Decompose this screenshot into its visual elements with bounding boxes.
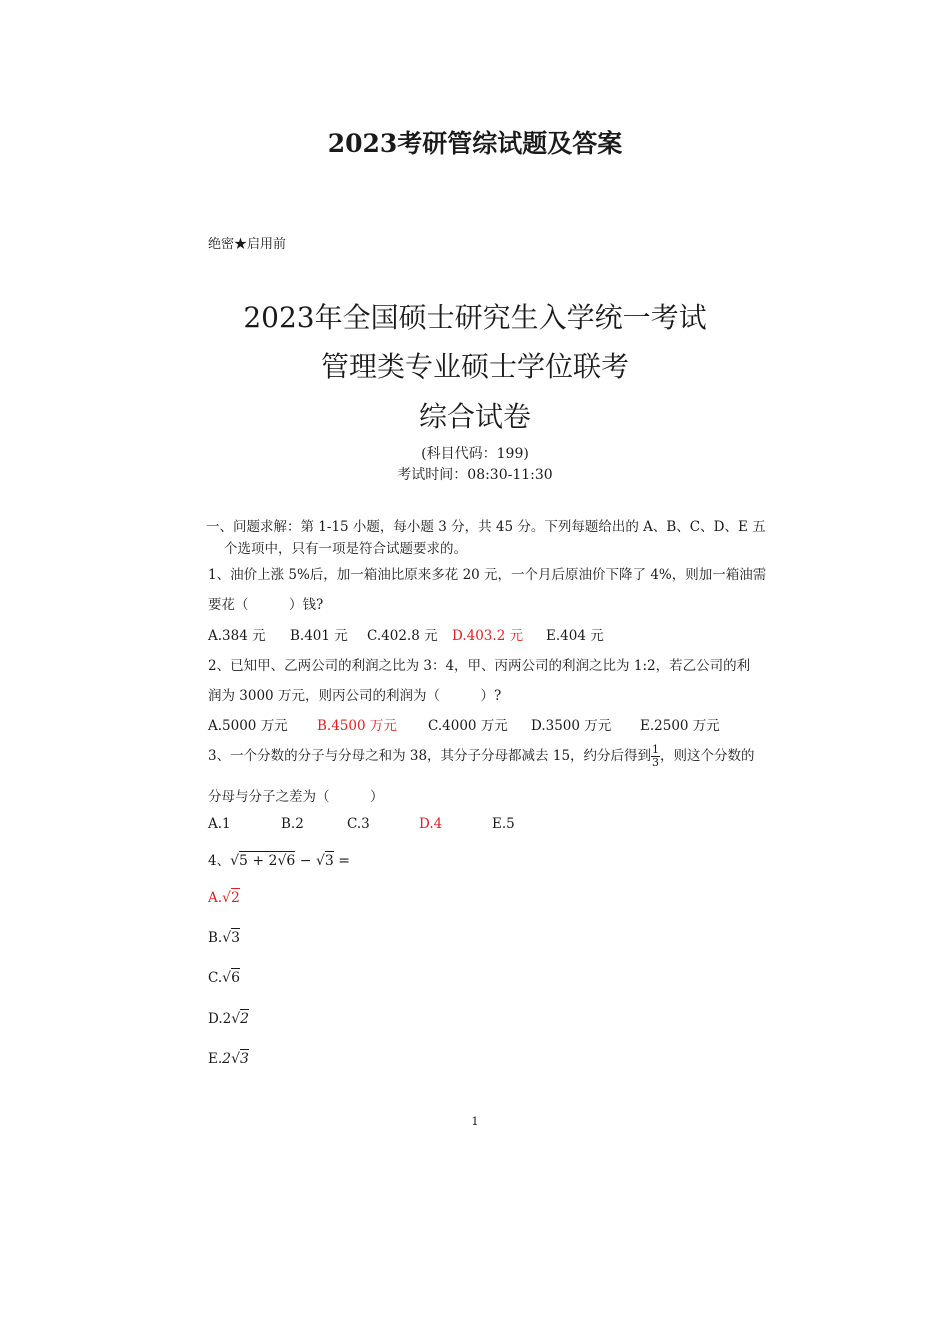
sqrt-outer: √5 + 2√6	[230, 853, 296, 869]
one-third-fraction	[651, 744, 660, 769]
question-2-option-d: D.3500 万元	[531, 718, 612, 734]
option-c-radicand: 6	[231, 970, 240, 986]
question-4-expression	[208, 849, 350, 869]
question-1-option-e: E.404 元	[546, 628, 604, 644]
sqrt-inner-content: 6	[286, 853, 296, 869]
exam-title-line1: 2023年全国硕士研究生入学统一考试	[243, 301, 707, 334]
question-3-option-c: C.3	[347, 816, 370, 832]
question-2-line1: 2、已知甲、乙两公司的利润之比为 3：4，甲、丙两公司的利润之比为 1:2，若乙公司的利	[208, 658, 751, 674]
option-a-radicand: 2	[230, 890, 240, 906]
question-4-option-c	[208, 970, 240, 986]
page-number: 1	[471, 1115, 479, 1128]
exam-time: 考试时间：08:30-11:30	[397, 467, 553, 483]
question-1-line2: 要花（ ）钱?	[208, 597, 324, 613]
option-e-coef: 2	[222, 1051, 232, 1067]
question-3-text-before: 3、一个分数的分子与分母之和为 38，其分子分母都减去 15，约分后得到	[208, 748, 652, 764]
question-1-option-c: C.402.8 元	[367, 628, 438, 644]
question-2-option-a: A.5000 万元	[208, 718, 288, 734]
section-heading-line2: 个选项中，只有一项是符合试题要求的。	[224, 541, 467, 557]
exam-title-line2: 管理类专业硕士学位联考	[320, 350, 629, 383]
option-b-prefix: B.	[208, 930, 223, 946]
question-3-line1	[208, 744, 755, 769]
question-4-prefix: 4、	[208, 853, 231, 869]
question-3-option-e: E.5	[492, 816, 515, 832]
sqrt-b-content: 3	[324, 853, 334, 869]
fraction-numerator: 1	[652, 743, 660, 756]
question-1-option-d-answer: D.403.2 元	[452, 628, 524, 644]
option-e-sqrt: √3	[231, 1051, 249, 1067]
sqrt-b: √3	[315, 853, 334, 869]
option-e-radicand: 3	[240, 1051, 249, 1067]
sqrt-inner: √6	[277, 853, 296, 869]
question-2-option-b-answer: B.4500 万元	[317, 718, 397, 734]
option-c-prefix: C.	[208, 970, 223, 986]
question-2-option-e: E.2500 万元	[640, 718, 720, 734]
question-3-option-b: B.2	[281, 816, 304, 832]
equals-sign: =	[333, 853, 350, 869]
question-2-option-c: C.4000 万元	[428, 718, 508, 734]
question-4-option-a-answer	[208, 890, 240, 906]
section-heading-line1: 一、问题求解：第 1-15 小题，每小题 3 分，共 45 分。下列每题给出的 A、B、C、D、E 五	[206, 519, 766, 535]
question-4-option-d	[208, 1011, 249, 1027]
question-2-line2: 润为 3000 万元，则丙公司的利润为（ ）?	[208, 688, 502, 704]
question-1-option-a: A.384 元	[208, 628, 266, 644]
question-1-line1: 1、油价上涨 5%后，加一箱油比原来多花 20 元，一个月后原油价下降了 4%，则加一箱油需	[208, 567, 767, 583]
question-3-option-a: A.1	[208, 816, 231, 832]
secret-mark: 绝密★启用前	[208, 237, 287, 252]
exam-title-line3: 综合试卷	[418, 400, 531, 433]
question-4-option-e	[208, 1051, 249, 1067]
option-a-sqrt: √2	[222, 890, 240, 906]
option-d-prefix: D.2	[208, 1011, 232, 1027]
option-b-radicand: 3	[231, 930, 241, 946]
option-a-prefix: A.	[208, 890, 223, 906]
option-d-sqrt: √2	[231, 1011, 250, 1027]
question-1-option-b: B.401 元	[290, 628, 348, 644]
question-4-option-b	[208, 930, 240, 946]
question-3-text-after: ，则这个分数的	[660, 748, 755, 764]
question-3-option-d-answer: D.4	[419, 816, 443, 832]
question-3-line2: 分母与分子之差为（ ）	[208, 789, 384, 805]
sqrt-outer-content: 5 + 2	[239, 853, 278, 869]
subject-code: (科目代码：199)	[421, 446, 529, 462]
minus-sign: −	[295, 853, 316, 869]
fraction-denominator: 3	[652, 756, 660, 769]
option-e-prefix: E.	[208, 1051, 223, 1067]
document-title: 2023考研管综试题及答案	[327, 129, 623, 158]
option-c-sqrt: √6	[222, 970, 240, 986]
option-b-sqrt: √3	[222, 930, 241, 946]
option-d-radicand: 2	[240, 1011, 250, 1027]
